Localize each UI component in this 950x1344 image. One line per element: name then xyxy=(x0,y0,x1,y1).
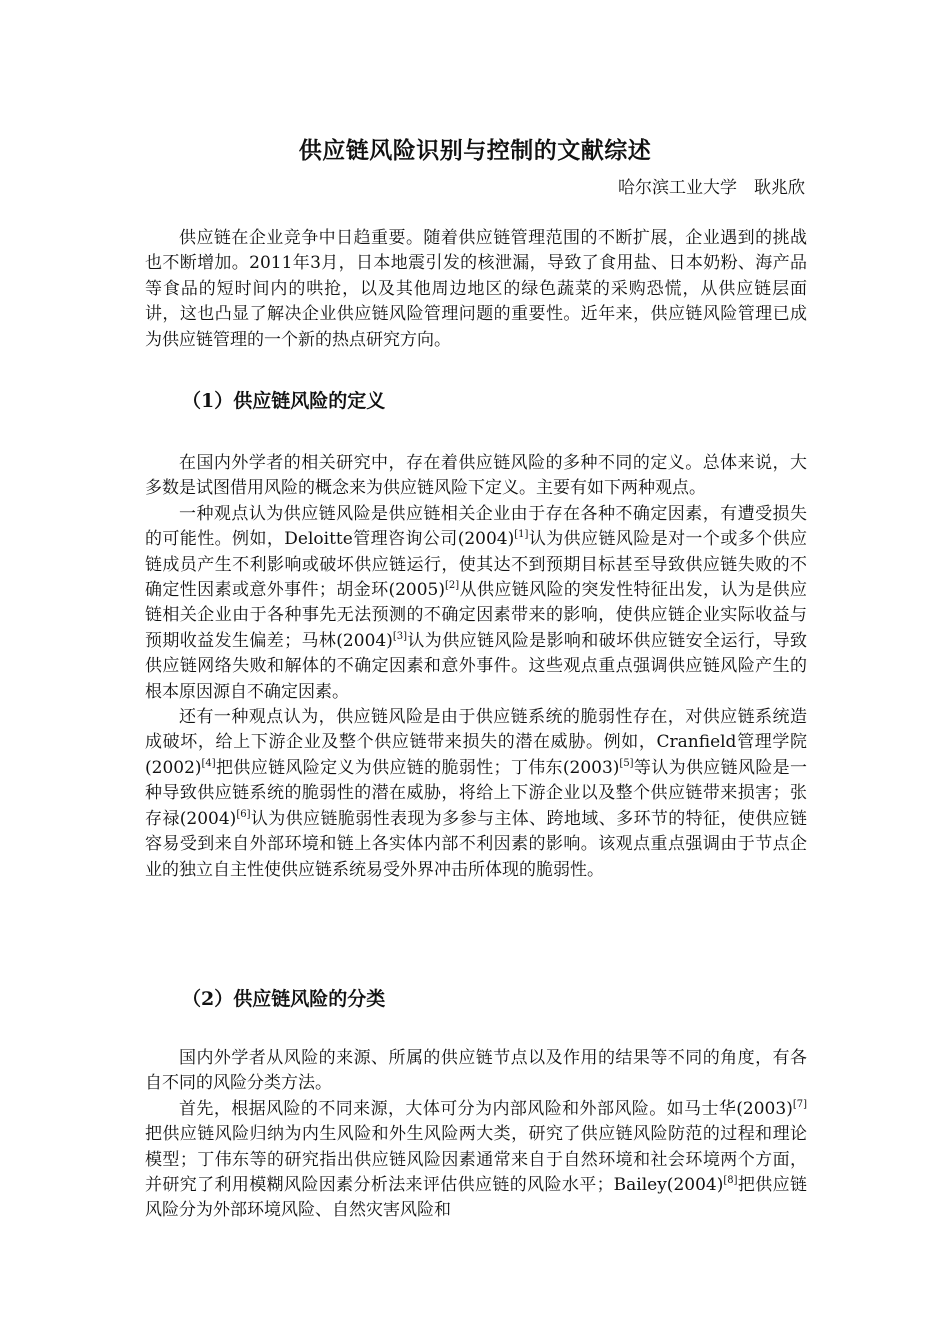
section-heading-classification: （2）供应链风险的分类 xyxy=(182,988,386,1010)
classification-paragraph-2: 首先，根据风险的不同来源，大体可分为内部风险和外部风险。如马士华(2003)[7]把供应链风险归纳为内生风险和外生风险两大类，研究了供应链风险防范的过程和理论模型；丁伟东等的研究指出供应链风险因素通常来自于自然环境和社会环境两个方面，并研究了利用模糊风险因素分析法来评估供应链的风险水平；Bailey(2004)[8]把供应链风险分为外部环境风险、自然灾害风险和 xyxy=(145,1098,807,1221)
author-line: 哈尔滨工业大学 耿兆欣 xyxy=(618,178,805,198)
definition-paragraph-2: 一种观点认为供应链风险是供应链相关企业由于存在各种不确定因素，有遭受损失的可能性。例如，Deloitte管理咨询公司(2004)[1]认为供应链风险是对一个或多个供应链成员产生不利影响或破坏供应链运行，使其达不到预期目标甚至导致供应链失败的不确定性因素或意外事件；胡金环(2005)[2]从供应链风险的突发性特征出发，认为是供应链相关企业由于各种事先无法预测的不确定因素带来的影响，使供应链企业实际收益与预期收益发生偏差；马林(2004)[3]认为供应链风险是影响和破坏供应链安全运行，导致供应链网络失败和解体的不确定因素和意外事件。这些观点重点强调供应链风险产生的根本原因源自不确定因素。 xyxy=(145,503,808,702)
intro-section xyxy=(145,226,807,353)
citation-ref[interactable]: [6] xyxy=(236,808,251,820)
definition-paragraph-1: 在国内外学者的相关研究中，存在着供应链风险的多种不同的定义。总体来说，大多数是试图借用风险的概念来为供应链风险下定义。主要有如下两种观点。 xyxy=(145,453,807,499)
citation-ref[interactable]: [3] xyxy=(392,630,408,642)
citation-ref[interactable]: [4] xyxy=(201,757,216,769)
citation-ref[interactable]: [1] xyxy=(514,529,529,541)
citation-ref[interactable]: [2] xyxy=(445,580,460,592)
classification-paragraph-1: 国内外学者从风险的来源、所属的供应链节点以及作用的结果等不同的角度，有各自不同的风险分类方法。 xyxy=(145,1048,807,1094)
definition-paragraph-3: 还有一种观点认为，供应链风险是由于供应链系统的脆弱性存在，对供应链系统造成破坏，给上下游企业及整个供应链带来损失的潜在威胁。例如，Cranfield管理学院(2002)[4]把供应链风险定义为供应链的脆弱性；丁伟东(2003)[5]等认为供应链风险是一种导致供应链系统的脆弱性的潜在威胁，将给上下游企业以及整个供应链带来损害；张存禄(2004)[6]认为供应链脆弱性表现为多参与主体、跨地域、多环节的特征，使供应链容易受到来自外部环境和链上各实体内部不利因素的影响。该观点重点强调由于节点企业的独立自主性使供应链系统易受外界冲击所体现的脆弱性。 xyxy=(145,707,808,880)
document-title: 供应链风险识别与控制的文献综述 xyxy=(298,137,652,164)
section-heading-definition: （1）供应链风险的定义 xyxy=(182,390,386,412)
intro-paragraph: 供应链在企业竞争中日趋重要。随着供应链管理范围的不断扩展，企业遇到的挑战也不断增加。2011年3月，日本地震引发的核泄漏，导致了食用盐、日本奶粉、海产品等食品的短时间内的哄抢，以及其他周边地区的绿色蔬菜的采购恐慌，从供应链层面讲，这也凸显了解决企业供应链风险管理问题的重要性。近年来，供应链风险管理已成为供应链管理的一个新的热点研究方向。 xyxy=(145,228,807,350)
classification-section xyxy=(145,1046,807,1224)
citation-ref[interactable]: [5] xyxy=(619,757,634,769)
definition-section xyxy=(145,451,807,883)
citation-ref[interactable]: [7] xyxy=(792,1098,807,1110)
citation-ref[interactable]: [8] xyxy=(723,1175,738,1187)
